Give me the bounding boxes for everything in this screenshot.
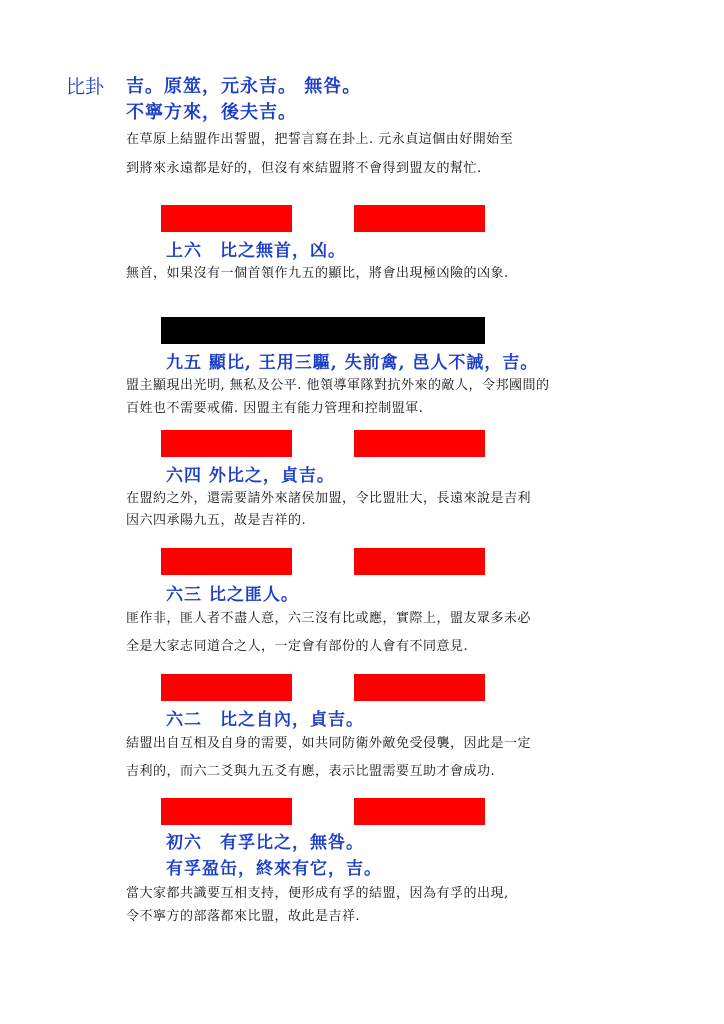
- line-commentary: 在盟約之外，還需要請外來諸侯加盟，令比盟壯大，長遠來說是吉利: [126, 491, 532, 506]
- hexagram-judgement-line-1: 吉。原筮，元永吉。 無咎。: [126, 76, 362, 97]
- yin-bar-left: [161, 674, 292, 701]
- hexagram-commentary-line-1: 在草原上結盟作出誓盟，把誓言寫在卦上. 元永貞這個由好開始至: [126, 132, 514, 147]
- line-label: 六二 比之自內，貞吉。: [166, 710, 364, 730]
- line-label: 九五 顯比, 王用三驅, 失前禽, 邑人不誡，吉。: [166, 353, 539, 373]
- line-commentary: 吉利的，而六二爻與九五爻有應，表示比盟需要互助才會成功.: [126, 764, 496, 779]
- hexagram-judgement-line-2: 不寧方來，後夫吉。: [126, 102, 297, 123]
- yin-bar-right: [354, 430, 485, 457]
- line-label: 初六 有孚比之，無咎。: [166, 833, 364, 853]
- line-commentary: 匪作非，匪人者不盡人意，六三沒有比或應，實際上，盟友眾多未必: [126, 611, 532, 626]
- line-label: 六四 外比之，貞吉。: [166, 466, 335, 486]
- hexagram-commentary-line-2: 到將來永遠都是好的，但沒有來結盟將不會得到盟友的幫忙.: [126, 161, 482, 176]
- line-commentary: 無首，如果沒有一個首領作九五的顯比，將會出現極凶險的凶象.: [126, 266, 509, 281]
- line-label: 上六 比之無首，凶。: [166, 241, 346, 261]
- line-commentary: 令不寧方的部落都來比盟，故此是吉祥.: [126, 909, 361, 924]
- yin-bar-right: [354, 205, 485, 232]
- line-commentary: 百姓也不需要戒備. 因盟主有能力管理和控制盟軍.: [126, 401, 424, 416]
- yin-bar-left: [161, 430, 292, 457]
- yin-bar-right: [354, 798, 485, 825]
- line-commentary: 因六四承陽九五，故是吉祥的.: [126, 513, 307, 528]
- yang-bar: [161, 317, 485, 344]
- hexagram-name: 比卦: [66, 76, 105, 98]
- yin-bar-right: [354, 674, 485, 701]
- yin-bar-left: [161, 548, 292, 575]
- yin-bar-left: [161, 205, 292, 232]
- line-commentary: 結盟出自互相及自身的需要，如共同防衛外敵免受侵襲，因此是一定: [126, 736, 532, 751]
- line-label: 有孚盈缶，終來有它，吉。: [166, 859, 382, 879]
- line-commentary: 當大家都共識要互相支持，便形成有孚的結盟，因為有孚的出現,: [126, 886, 509, 901]
- line-commentary: 全是大家志同道合之人，一定會有部份的人會有不同意見.: [126, 639, 469, 654]
- yin-bar-right: [354, 548, 485, 575]
- line-commentary: 盟主顯現出光明, 無私及公平. 他領導軍隊對抗外來的敵人，令邦國間的: [126, 378, 550, 393]
- yin-bar-left: [161, 798, 292, 825]
- line-label: 六三 比之匪人。: [166, 585, 299, 605]
